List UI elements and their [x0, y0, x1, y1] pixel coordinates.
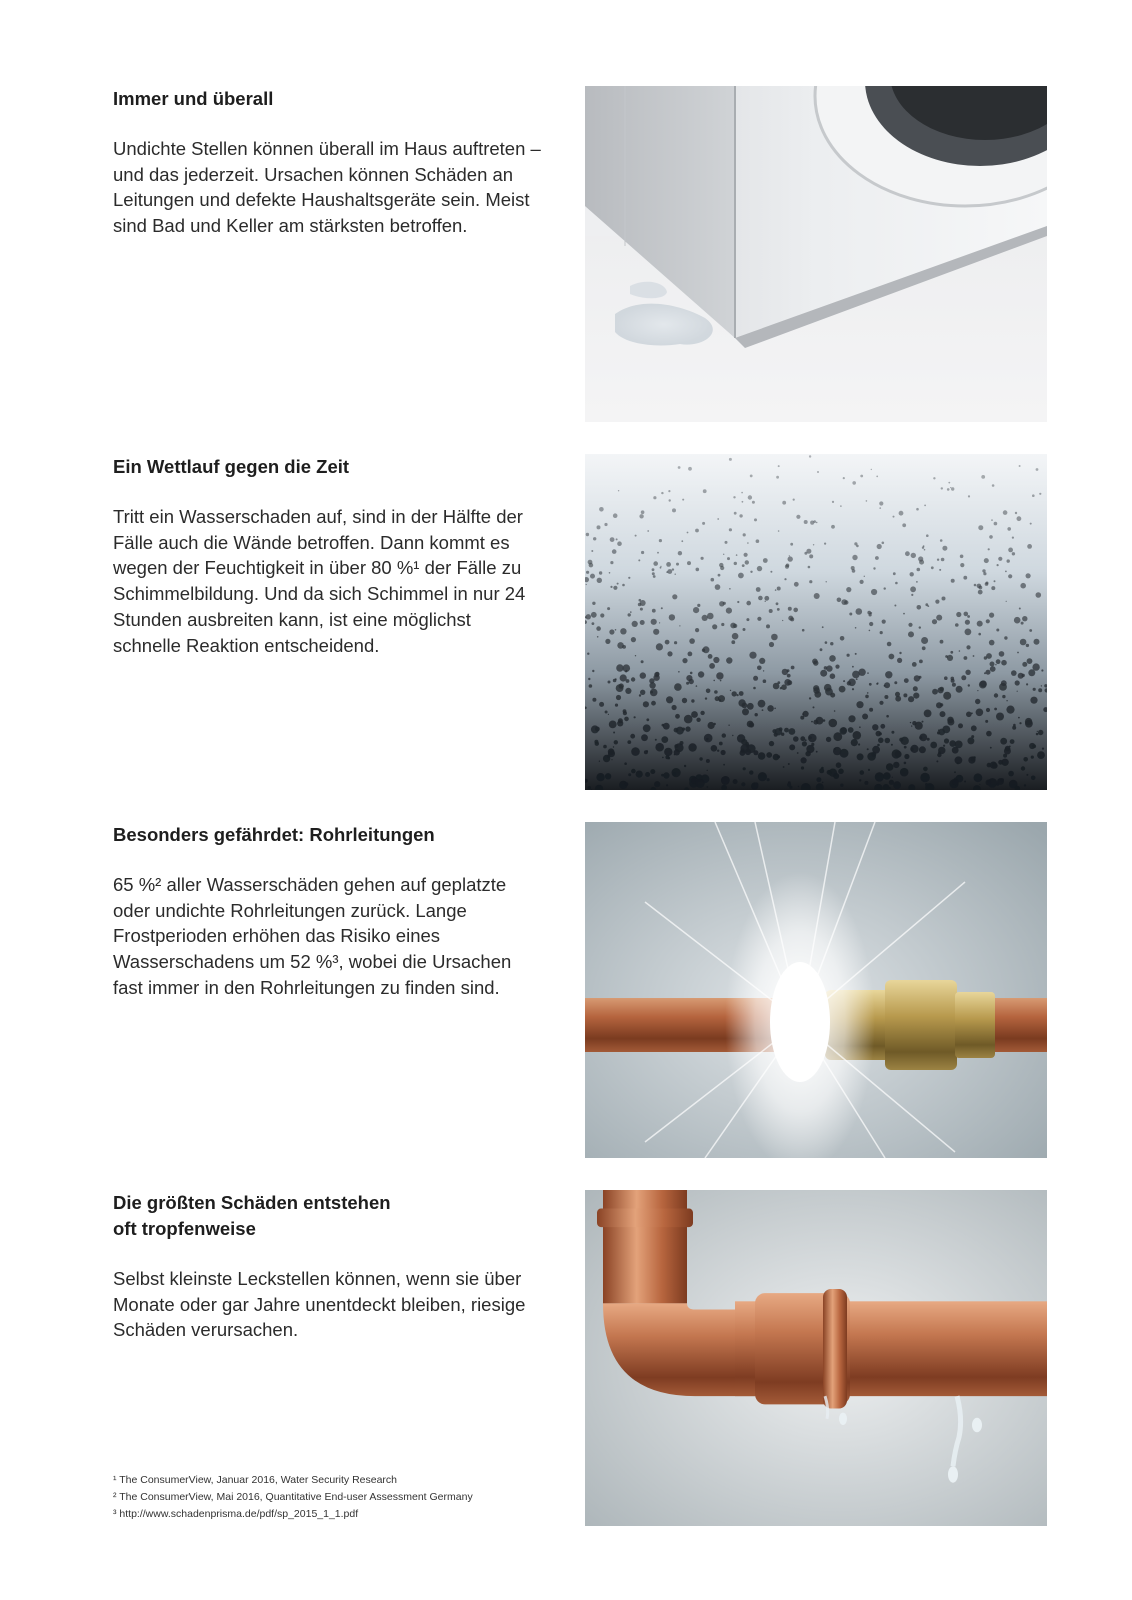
dripping-copper-pipe-photo — [585, 1190, 1047, 1526]
section-text — [113, 1190, 543, 1343]
mold-wall-photo — [585, 454, 1047, 790]
section-heading: Besonders gefährdet: Rohrleitungen — [113, 824, 435, 845]
burst-pipe-photo — [585, 822, 1047, 1158]
section-body: 65 %² aller Wasserschäden gehen auf geplatzte oder undichte Rohrleitungen zurück. Lange Frostperioden erhöhen das Risiko eines Wasserschadens um 52 %³, wobei die Ursachen fast immer in den Rohrleitungen zu finden sind. — [113, 874, 512, 998]
washing-machine-leak-photo — [585, 86, 1047, 422]
section-text — [113, 822, 543, 1001]
section-body: Selbst kleinste Leckstellen können, wenn sie über Monate oder gar Jahre unentdeckt bleiben, riesige Schäden verursachen. — [113, 1268, 526, 1341]
section-text — [113, 454, 543, 658]
footnote-1: ¹ The ConsumerView, Januar 2016, Water Security Research — [113, 1474, 398, 1486]
footnotes — [113, 1472, 573, 1523]
section-immer-und-ueberall — [0, 86, 1132, 422]
section-wettlauf-gegen-die-zeit — [0, 454, 1132, 790]
heading-line-1: Die größten Schäden entstehen — [113, 1192, 391, 1213]
section-rohrleitungen — [0, 822, 1132, 1158]
section-body: Undichte Stellen können überall im Haus auftreten – und das jederzeit. Ursachen können Schäden an Leitungen und defekte Haushaltsgeräte sein. Meist sind Bad und Keller am stärksten betroffen. — [113, 138, 541, 237]
section-heading: Ein Wettlauf gegen die Zeit — [113, 456, 350, 477]
section-heading — [113, 1190, 543, 1242]
heading-line-2: oft tropfenweise — [113, 1218, 256, 1239]
footnote-2: ² The ConsumerView, Mai 2016, Quantitative End-user Assessment Germany — [113, 1491, 473, 1503]
footnote-3: ³ http://www.schadenprisma.de/pdf/sp_2015_1_1.pdf — [113, 1508, 359, 1520]
section-heading: Immer und überall — [113, 88, 274, 109]
section-body: Tritt ein Wasserschaden auf, sind in der Hälfte der Fälle auch die Wände betroffen. Dann kommt es wegen der Feuchtigkeit in über 80 %¹ der Fälle zu Schimmelbildung. Und da sich Schimmel in nur 24 Stunden ausbreiten kann, ist eine möglichst schnelle Reaktion entscheidend. — [113, 506, 526, 656]
section-text — [113, 86, 543, 239]
